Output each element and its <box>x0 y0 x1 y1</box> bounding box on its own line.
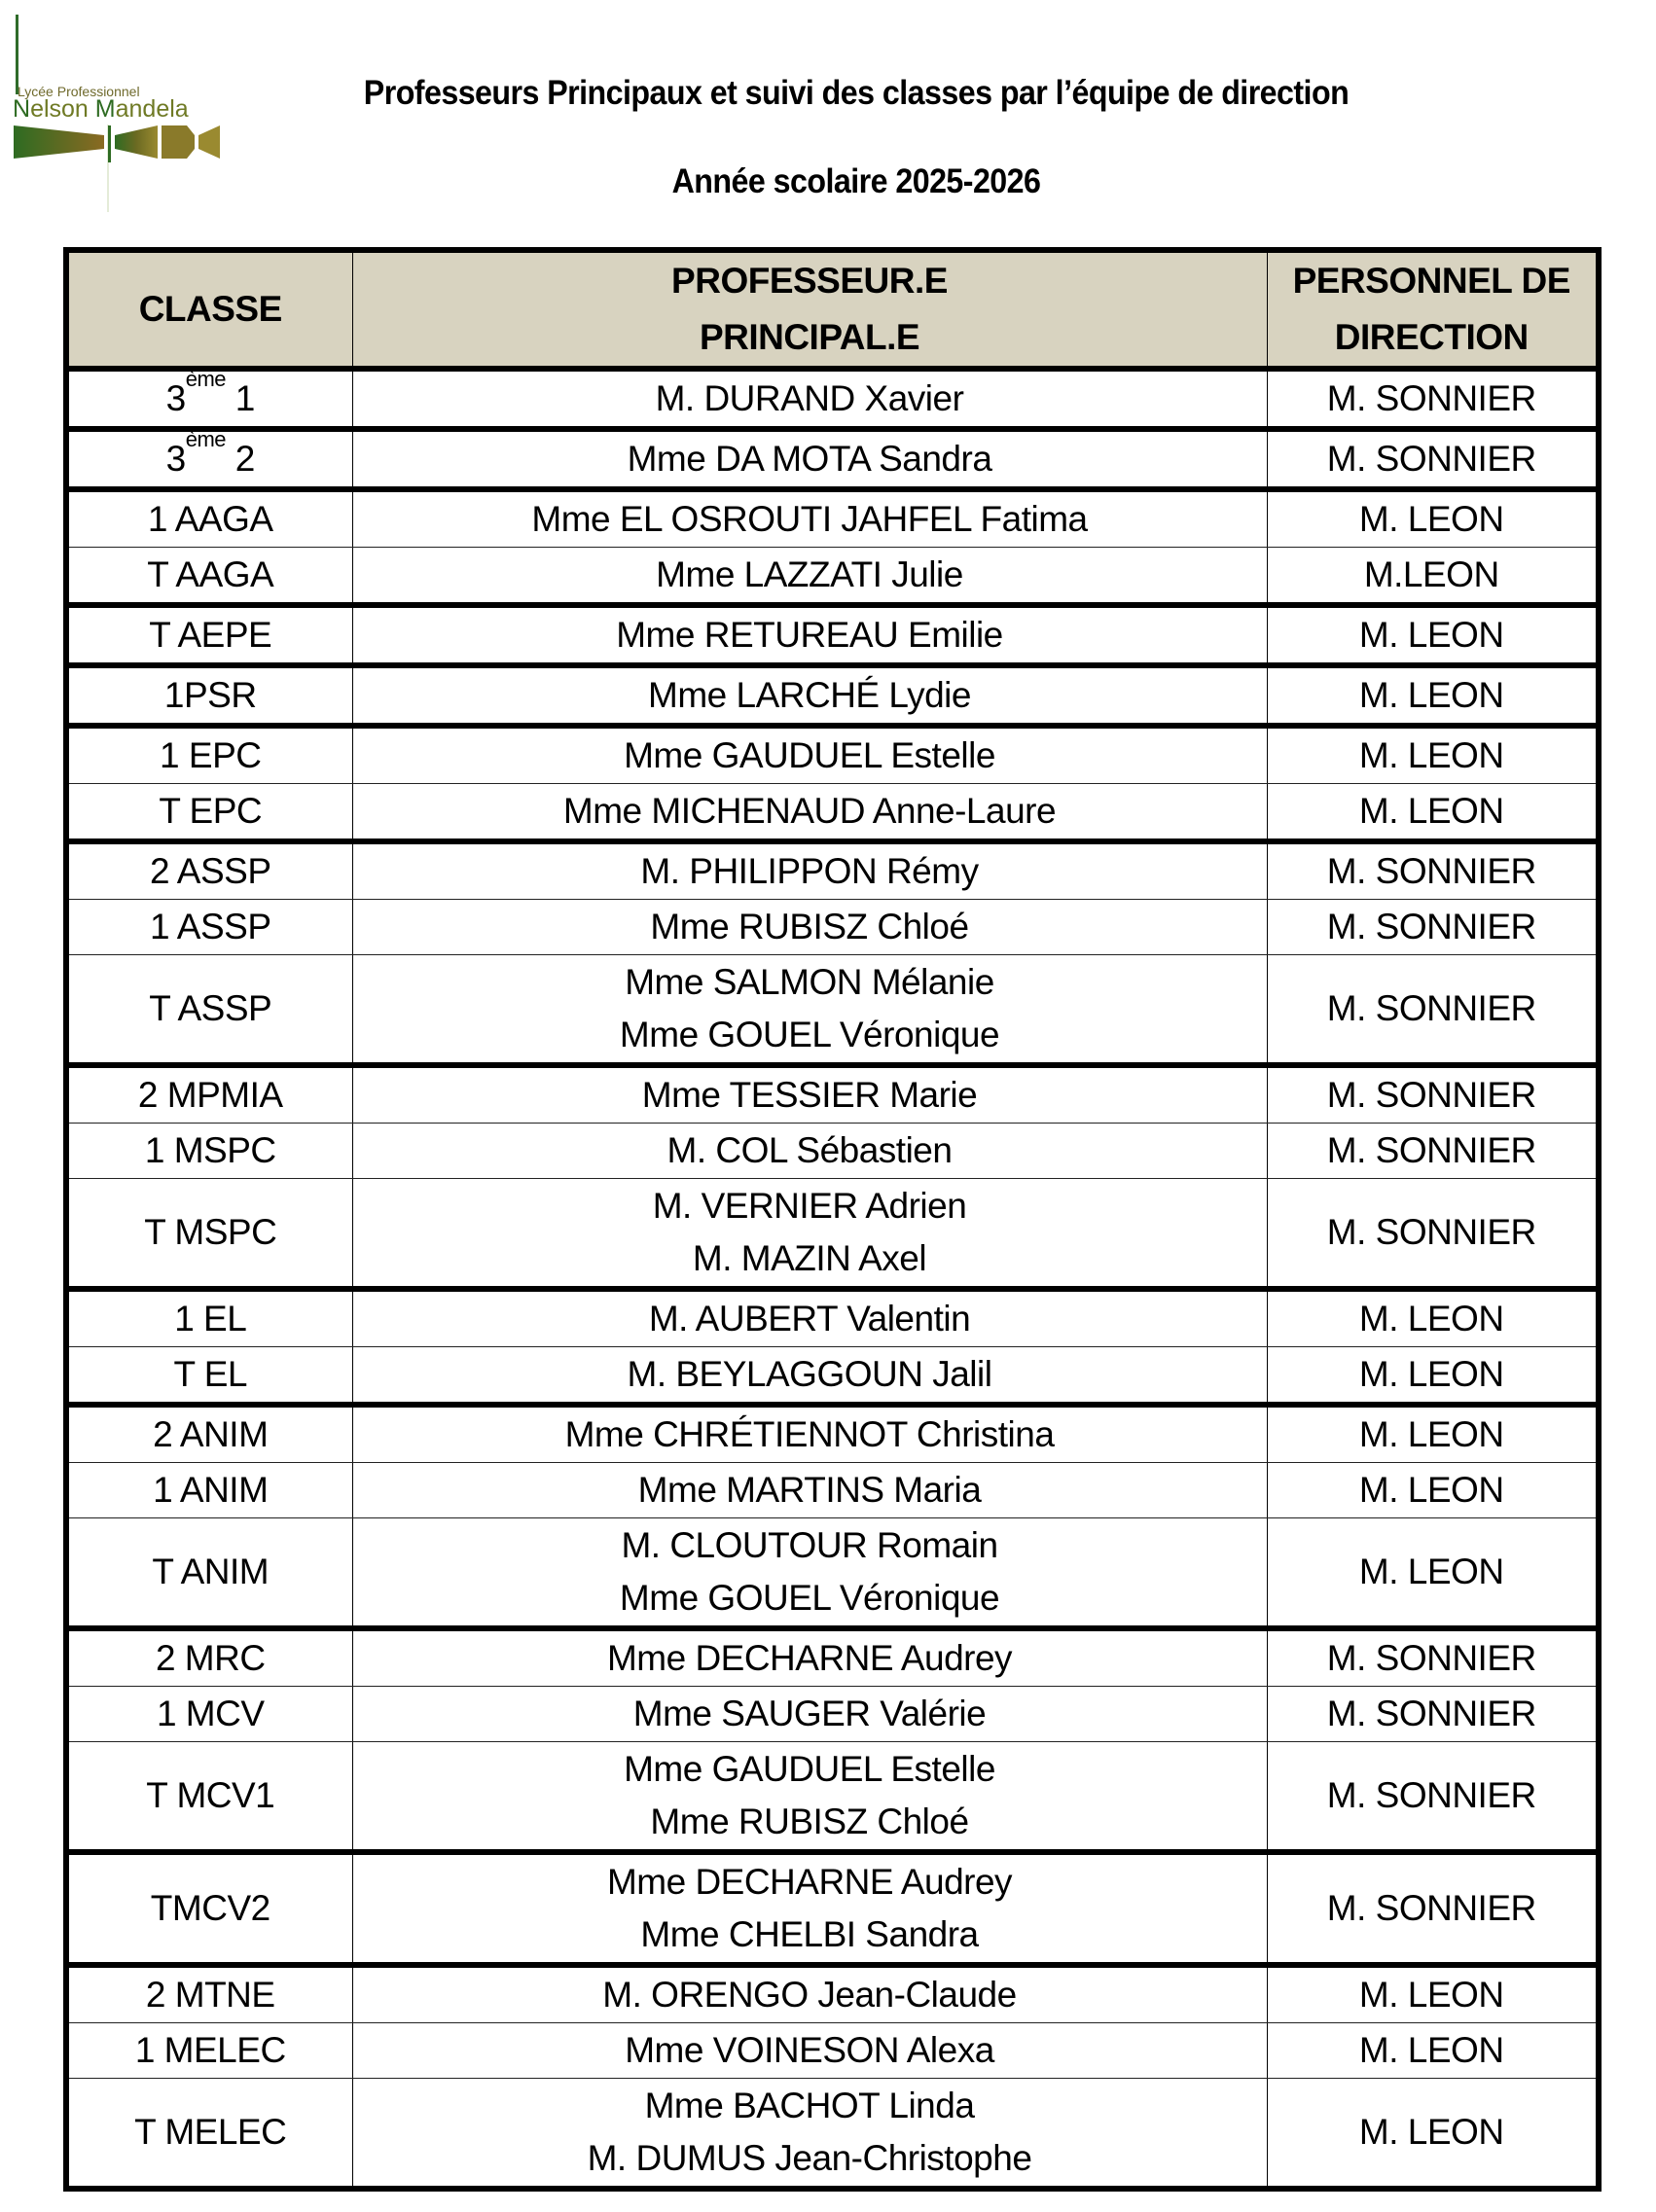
teacher-name: Mme GOUEL Véronique <box>619 1015 1000 1054</box>
logo-bowtie-icon <box>14 122 228 162</box>
cell-personnel-direction: M.LEON <box>1267 548 1599 606</box>
cell-professeur-principal <box>352 726 1267 784</box>
cell-personnel-direction: M. LEON <box>1267 1405 1599 1463</box>
teacher-name: Mme CHRÉTIENNOT Christina <box>564 1414 1055 1454</box>
page-title: Professeurs Principaux et suivi des classes par l’équipe de direction <box>363 74 1350 112</box>
table-row <box>66 1124 1599 1179</box>
cell-personnel-direction: M. LEON <box>1267 1518 1599 1629</box>
cell-professeur-principal <box>352 1179 1267 1290</box>
cell-personnel-direction: M. SONNIER <box>1267 900 1599 955</box>
cell-classe: 3ème 2 <box>66 429 352 489</box>
table-row <box>66 1687 1599 1742</box>
cell-classe: 1 MELEC <box>66 2023 352 2079</box>
table-row <box>66 1347 1599 1406</box>
teacher-name: M. DURAND Xavier <box>655 378 964 418</box>
cell-professeur-principal <box>352 2023 1267 2079</box>
cell-professeur-principal <box>352 1687 1267 1742</box>
cell-professeur-principal <box>352 1463 1267 1518</box>
logo-name: Nelson Mandela <box>13 95 189 123</box>
table-row <box>66 489 1599 548</box>
table-row <box>66 841 1599 900</box>
cell-professeur-principal <box>352 1965 1267 2023</box>
cell-professeur-principal <box>352 605 1267 665</box>
cell-classe: 2 ASSP <box>66 841 352 900</box>
cell-personnel-direction: M. LEON <box>1267 665 1599 726</box>
table-row <box>66 900 1599 955</box>
cell-personnel-direction: M. SONNIER <box>1267 1687 1599 1742</box>
teacher-name: Mme CHELBI Sandra <box>640 1914 979 1954</box>
cell-classe: 2 ANIM <box>66 1405 352 1463</box>
cell-professeur-principal <box>352 1347 1267 1406</box>
table-row <box>66 1179 1599 1290</box>
teacher-name: Mme DECHARNE Audrey <box>606 1862 1013 1902</box>
cell-classe: 1 ANIM <box>66 1463 352 1518</box>
table-row <box>66 784 1599 842</box>
cell-personnel-direction: M. LEON <box>1267 1463 1599 1518</box>
teacher-name: Mme VOINESON Alexa <box>625 2030 994 2070</box>
cell-personnel-direction: M. SONNIER <box>1267 369 1599 429</box>
column-header-direction: PERSONNEL DE DIRECTION <box>1267 250 1599 369</box>
teacher-name: Mme LAZZATI Julie <box>656 554 963 594</box>
teacher-name: M. VERNIER Adrien <box>652 1186 967 1226</box>
cell-professeur-principal <box>352 1628 1267 1687</box>
column-header-professeur: PROFESSEUR.E PRINCIPAL.E <box>352 250 1267 369</box>
table-row <box>66 2079 1599 2190</box>
teacher-name: Mme RETUREAU Emilie <box>616 615 1003 655</box>
teacher-name: M. DUMUS Jean-Christophe <box>587 2138 1032 2178</box>
teacher-name: M. PHILIPPON Rémy <box>640 851 979 891</box>
cell-professeur-principal <box>352 955 1267 1066</box>
cell-professeur-principal <box>352 841 1267 900</box>
teacher-name: Mme MARTINS Maria <box>637 1470 982 1510</box>
cell-personnel-direction: M. SONNIER <box>1267 955 1599 1066</box>
teacher-name: M. ORENGO Jean-Claude <box>602 1975 1017 2015</box>
cell-professeur-principal <box>352 1289 1267 1347</box>
cell-professeur-principal <box>352 1518 1267 1629</box>
cell-classe: T AEPE <box>66 605 352 665</box>
ordinal-suffix: ème <box>185 427 226 451</box>
teacher-name: Mme RUBISZ Chloé <box>650 1802 969 1841</box>
cell-personnel-direction: M. LEON <box>1267 2023 1599 2079</box>
table-row <box>66 1518 1599 1629</box>
cell-personnel-direction: M. LEON <box>1267 1965 1599 2023</box>
table-row <box>66 1289 1599 1347</box>
table-row <box>66 1965 1599 2023</box>
cell-personnel-direction: M. SONNIER <box>1267 1179 1599 1290</box>
table-row <box>66 548 1599 606</box>
cell-classe: 1 AAGA <box>66 489 352 548</box>
cell-personnel-direction: M. LEON <box>1267 2079 1599 2190</box>
cell-classe: T MSPC <box>66 1179 352 1290</box>
table-row <box>66 1065 1599 1124</box>
cell-professeur-principal <box>352 1405 1267 1463</box>
cell-personnel-direction: M. LEON <box>1267 726 1599 784</box>
cell-professeur-principal <box>352 1124 1267 1179</box>
table-row <box>66 2023 1599 2079</box>
cell-personnel-direction: M. SONNIER <box>1267 1852 1599 1965</box>
cell-personnel-direction: M. LEON <box>1267 1289 1599 1347</box>
cell-professeur-principal <box>352 429 1267 489</box>
table-row <box>66 429 1599 489</box>
cell-classe: T ASSP <box>66 955 352 1066</box>
table-row <box>66 605 1599 665</box>
cell-classe: 1 MCV <box>66 1687 352 1742</box>
cell-classe: 2 MTNE <box>66 1965 352 2023</box>
teacher-name: M. COL Sébastien <box>666 1130 953 1170</box>
table-row <box>66 1742 1599 1853</box>
cell-classe: 1 MSPC <box>66 1124 352 1179</box>
cell-classe: T EL <box>66 1347 352 1406</box>
teacher-name: Mme MICHENAUD Anne-Laure <box>562 791 1057 831</box>
cell-professeur-principal <box>352 900 1267 955</box>
teacher-name: Mme RUBISZ Chloé <box>650 907 969 946</box>
cell-personnel-direction: M. LEON <box>1267 489 1599 548</box>
teacher-name: Mme LARCHÉ Lydie <box>648 675 971 715</box>
table-row <box>66 955 1599 1066</box>
cell-classe: 1 EL <box>66 1289 352 1347</box>
cell-personnel-direction: M. SONNIER <box>1267 841 1599 900</box>
teacher-name: M. AUBERT Valentin <box>648 1299 971 1338</box>
logo-vertical-line <box>16 15 18 94</box>
table-row <box>66 1463 1599 1518</box>
cell-personnel-direction: M. SONNIER <box>1267 1065 1599 1124</box>
cell-personnel-direction: M. LEON <box>1267 784 1599 842</box>
teacher-name: Mme EL OSROUTI JAHFEL Fatima <box>531 499 1088 539</box>
cell-professeur-principal <box>352 548 1267 606</box>
cell-classe: 2 MPMIA <box>66 1065 352 1124</box>
cell-personnel-direction: M. LEON <box>1267 605 1599 665</box>
cell-professeur-principal <box>352 1742 1267 1853</box>
cell-classe: 3ème 1 <box>66 369 352 429</box>
cell-classe: 1PSR <box>66 665 352 726</box>
cell-classe: T MCV1 <box>66 1742 352 1853</box>
logo-subtitle: Lycée Professionnel <box>18 84 140 99</box>
cell-professeur-principal <box>352 1852 1267 1965</box>
teacher-name: Mme GOUEL Véronique <box>619 1578 1000 1618</box>
cell-professeur-principal <box>352 665 1267 726</box>
teacher-name: M. MAZIN Axel <box>692 1238 927 1278</box>
school-year: Année scolaire 2025-2026 <box>671 162 1041 200</box>
teacher-name: Mme DA MOTA Sandra <box>627 439 992 479</box>
cell-personnel-direction: M. SONNIER <box>1267 429 1599 489</box>
cell-classe: 1 EPC <box>66 726 352 784</box>
cell-personnel-direction: M. SONNIER <box>1267 1742 1599 1853</box>
teacher-name: Mme GAUDUEL Estelle <box>624 1749 995 1789</box>
cell-personnel-direction: M. SONNIER <box>1267 1124 1599 1179</box>
cell-classe: T AAGA <box>66 548 352 606</box>
table-row <box>66 369 1599 429</box>
cell-classe: T MELEC <box>66 2079 352 2190</box>
cell-classe: TMCV2 <box>66 1852 352 1965</box>
table-row <box>66 665 1599 726</box>
cell-classe: 1 ASSP <box>66 900 352 955</box>
teacher-name: Mme DECHARNE Audrey <box>606 1638 1013 1678</box>
table-header-row <box>66 250 1599 369</box>
teacher-name: M. BEYLAGGOUN Jalil <box>627 1354 992 1394</box>
cell-professeur-principal <box>352 2079 1267 2190</box>
cell-professeur-principal <box>352 1065 1267 1124</box>
teacher-name: Mme GAUDUEL Estelle <box>624 735 995 775</box>
cell-professeur-principal <box>352 369 1267 429</box>
cell-classe: T EPC <box>66 784 352 842</box>
teacher-name: Mme TESSIER Marie <box>641 1075 978 1115</box>
cell-classe: T ANIM <box>66 1518 352 1629</box>
ordinal-suffix: ème <box>185 367 226 391</box>
table-row <box>66 726 1599 784</box>
column-header-classe: CLASSE <box>66 250 352 369</box>
cell-classe: 2 MRC <box>66 1628 352 1687</box>
table-row <box>66 1852 1599 1965</box>
teacher-name: Mme SALMON Mélanie <box>625 962 994 1002</box>
cell-personnel-direction: M. SONNIER <box>1267 1628 1599 1687</box>
teacher-name: M. CLOUTOUR Romain <box>621 1525 998 1565</box>
cell-professeur-principal <box>352 784 1267 842</box>
teacher-name: Mme SAUGER Valérie <box>632 1694 987 1733</box>
table-row <box>66 1405 1599 1463</box>
table-row <box>66 1628 1599 1687</box>
class-table <box>63 247 1602 2192</box>
cell-professeur-principal <box>352 489 1267 548</box>
cell-personnel-direction: M. LEON <box>1267 1347 1599 1406</box>
teacher-name: Mme BACHOT Linda <box>644 2086 975 2125</box>
